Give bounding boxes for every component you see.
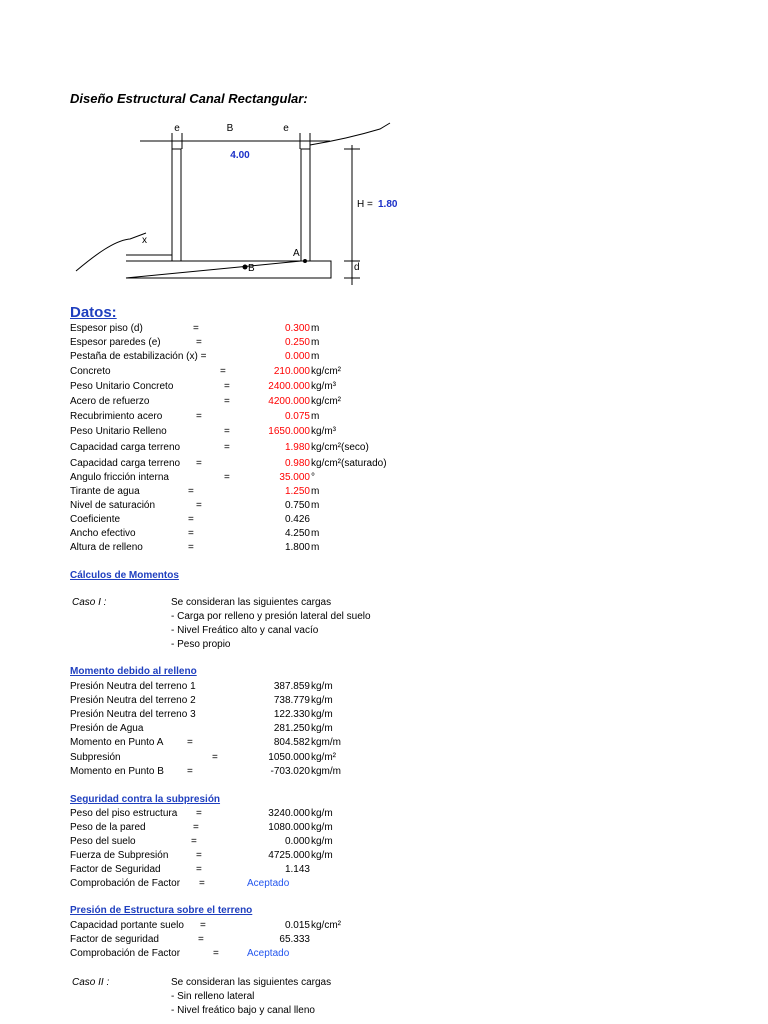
datos-row-unit: m [311,337,320,348]
momento-row-equals: = [187,737,193,748]
presion-row-label: Factor de seguridad [70,934,159,945]
momento-row-unit: kg/m [311,723,333,734]
datos-row-label: Recubrimiento acero [70,411,163,422]
momento-row-label: Presión Neutra del terreno 3 [70,709,196,720]
label-b-point: B [248,263,255,274]
momento-row-label: Subpresión [70,752,121,763]
seguridad-row-value: 1080.000 [268,822,310,833]
label-a: A [293,248,300,259]
seguridad-row-label: Peso del suelo [70,836,136,847]
presion-row-value: 0.015 [284,920,310,931]
datos-row-value: 0.250 [284,337,310,348]
list-line: Se consideran las siguientes cargas [171,597,332,608]
datos-row-equals: = [188,486,194,497]
datos-row-value: 35.000 [279,472,310,483]
datos-row-unit: m [311,323,320,334]
datos-row-value: 4.250 [284,528,310,539]
momento-row-label: Presión Neutra del terreno 1 [70,681,196,692]
datos-row-value: 1.980 [284,442,310,453]
datos-row-label: Pestaña de estabilización (x) = [70,351,207,362]
momento-row-label: Momento en Punto A [70,737,164,748]
datos-row-value: 1.250 [284,486,310,497]
left-wall [172,149,181,261]
datos-row-label: Concreto [70,366,111,377]
seguridad-row-equals: = [196,850,202,861]
seguridad-row-equals: = [196,864,202,875]
datos-row-label: Espesor piso (d) [70,323,143,334]
datos-row-value: 0.075 [284,411,310,422]
momento-row-value: 122.330 [273,709,310,720]
datos-row-label: Capacidad carga terreno [70,442,181,453]
seguridad-row-value: 4725.000 [268,850,310,861]
presion-row-equals: = [200,920,206,931]
datos-row-unit: m [311,411,320,422]
datos-row-value: 0.000 [284,351,310,362]
ground-line-right [310,123,390,145]
datos-row-equals: = [220,366,226,377]
momento-row-unit: kg/m [311,695,333,706]
datos-row-label: Coeficiente [70,514,121,525]
b-value: 4.00 [230,150,250,161]
momento-row-label: Presión Neutra del terreno 2 [70,695,196,706]
list-line: - Sin relleno lateral [171,991,255,1002]
datos-row-equals: = [196,458,202,469]
presion-heading: Presión de Estructura sobre el terreno [70,905,253,916]
datos-row-unit: m [311,500,320,511]
datos-row-label: Altura de relleno [70,542,143,553]
seguridad-check-label: Comprobación de Factor [70,878,181,889]
momento-row-equals: = [212,752,218,763]
datos-row-unit: kg/m³ [311,381,336,392]
right-wall [301,149,310,261]
momento-row-unit: kgm/m [311,737,341,748]
seguridad-row-label: Peso de la pared [70,822,146,833]
seguridad-row-value: 0.000 [284,836,310,847]
datos-row-unit: kg/cm² [311,396,341,407]
datos-row-value: 4200.000 [268,396,310,407]
datos-row-equals: = [224,396,230,407]
datos-row-equals: = [224,442,230,453]
h-value: 1.80 [378,199,398,210]
datos-row-equals: = [193,323,199,334]
list-line: - Nivel Freático alto y canal vacío [171,625,319,636]
label-x: x [142,235,147,246]
datos-row-label: Acero de refuerzo [70,396,150,407]
presion-row-unit: kg/cm² [311,920,341,931]
presion-check-eq: = [213,948,219,959]
datos-row-equals: = [196,337,202,348]
momento-row-equals: = [187,766,193,777]
caso1-label: Caso I : [72,597,107,608]
seguridad-row-unit: kg/m [311,808,333,819]
datos-row-value: 210.000 [273,366,310,377]
momento-row-unit: kgm/m [311,766,341,777]
seguridad-check-value: Aceptado [247,878,290,889]
datos-row-unit: kg/cm² [311,366,341,377]
momento-row-value: 387.859 [273,681,310,692]
momento-row-value: 804.582 [273,737,310,748]
presion-row-value: 65.333 [279,934,310,945]
datos-row-unit: m [311,486,320,497]
point-a-marker [303,259,307,263]
datos-row-unit: m [311,542,320,553]
seguridad-row-equals: = [193,822,199,833]
datos-row-label: Angulo fricción interna [70,472,169,483]
datos-row-equals: = [188,514,194,525]
list-line: Se consideran las siguientes cargas [171,977,332,988]
momento-row-value: 1050.000 [268,752,310,763]
seguridad-row-unit: kg/m [311,836,333,847]
momento-row-label: Momento en Punto B [70,766,164,777]
datos-row-value: 0.426 [284,514,310,525]
list-line: - Nivel freático bajo y canal lleno [171,1005,315,1016]
seguridad-check-eq: = [199,878,205,889]
momento-row-label: Presión de Agua [70,723,144,734]
base-slab [126,153,331,278]
datos-row-label: Nivel de saturación [70,500,156,511]
label-d: d [354,262,360,273]
datos-row-label: Peso Unitario Concreto [70,381,174,392]
presion-check-value: Aceptado [247,948,290,959]
label-e-right: e [283,123,289,134]
datos-row-equals: = [188,542,194,553]
list-line: - Carga por relleno y presión lateral del suelo [171,611,371,622]
datos-row-value: 1.800 [284,542,310,553]
seguridad-row-value: 3240.000 [268,808,310,819]
calculos-heading: Cálculos de Momentos [70,570,179,581]
datos-heading: Datos: [70,304,117,321]
datos-row-value: 2400.000 [268,381,310,392]
momento-row-value: 738.779 [273,695,310,706]
datos-row-label: Tirante de agua [70,486,140,497]
datos-row-value: 0.750 [284,500,310,511]
datos-row-label: Peso Unitario Relleno [70,426,167,437]
seguridad-heading: Seguridad contra la subpresión [70,794,221,805]
datos-row-equals: = [196,500,202,511]
seguridad-row-equals: = [191,836,197,847]
presion-check-label: Comprobación de Factor [70,948,181,959]
seguridad-row-label: Peso del piso estructura [70,808,178,819]
datos-row-unit: m [311,528,320,539]
datos-row-unit: kg/cm²(saturado) [311,458,387,469]
datos-row-label: Ancho efectivo [70,528,136,539]
datos-row-value: 0.300 [284,323,310,334]
datos-row-unit: kg/m³ [311,426,336,437]
momento-heading: Momento debido al relleno [70,666,197,677]
momento-row-unit: kg/m² [311,752,336,763]
datos-row-label: Capacidad carga terreno [70,458,181,469]
datos-row-equals: = [224,472,230,483]
datos-row-value: 0.980 [284,458,310,469]
momento-row-unit: kg/m [311,709,333,720]
seguridad-row-equals: = [196,808,202,819]
datos-row-equals: = [188,528,194,539]
canal-cross-section-diagram [60,115,420,295]
h-label: H = [357,199,373,210]
seguridad-row-unit: kg/m [311,850,333,861]
seguridad-row-label: Fuerza de Subpresión [70,850,169,861]
seguridad-row-unit: kg/m [311,822,333,833]
page-title: Diseño Estructural Canal Rectangular: [70,91,308,106]
datos-row-unit: kg/cm²(seco) [311,442,369,453]
momento-row-value: 281.250 [273,723,310,734]
datos-row-value: 1650.000 [268,426,310,437]
datos-row-label: Espesor paredes (e) [70,337,161,348]
datos-row-equals: = [196,411,202,422]
datos-row-unit: m [311,351,320,362]
list-line: - Peso propio [171,639,231,650]
label-e-left: e [174,123,180,134]
datos-row-equals: = [224,426,230,437]
seguridad-row-value: 1.143 [284,864,310,875]
caso2-label: Caso II : [72,977,110,988]
presion-row-label: Capacidad portante suelo [70,920,184,931]
presion-row-equals: = [198,934,204,945]
datos-row-equals: = [224,381,230,392]
ground-line-left [76,233,146,271]
momento-row-unit: kg/m [311,681,333,692]
datos-row-unit: ° [311,472,315,483]
seguridad-row-label: Factor de Seguridad [70,864,161,875]
label-b: B [226,123,234,134]
point-b-marker [243,265,248,270]
momento-row-value: -703.020 [270,766,310,777]
